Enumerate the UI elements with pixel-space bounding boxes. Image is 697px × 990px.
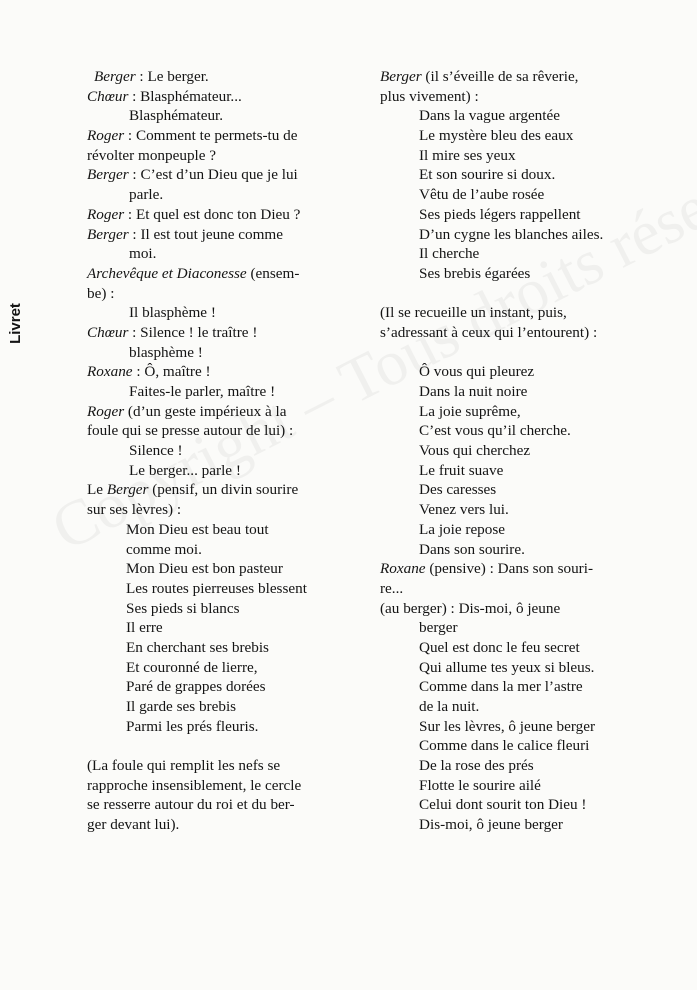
line-text: Ô vous qui pleurez: [419, 363, 535, 381]
character-name: Berger: [94, 68, 136, 85]
text-line: [87, 579, 369, 599]
line-text: Comme dans le calice fleuri: [419, 737, 590, 755]
stanza-gap: [380, 343, 680, 363]
line-text: : C’est d’un Dieu que je lui: [128, 166, 298, 184]
line-text: : Le berger.: [135, 68, 209, 85]
text-line: [87, 264, 369, 284]
text-line: [87, 323, 369, 343]
text-line: [87, 697, 369, 717]
line-text: La joie suprême,: [419, 402, 521, 420]
line-text: moi.: [129, 245, 157, 263]
line-text: ger devant lui).: [87, 816, 180, 834]
text-line: [380, 697, 680, 717]
line-text: (d’un geste impérieux à la: [124, 402, 287, 420]
text-line: [380, 441, 680, 461]
stanza-gap: [380, 284, 680, 304]
text-line: [87, 559, 369, 579]
text-line: [87, 244, 369, 264]
line-text: Il erre: [126, 619, 163, 637]
line-text: : Blasphémateur...: [128, 87, 242, 105]
text-line: [87, 441, 369, 461]
text-line: [380, 185, 680, 205]
text-line: [380, 205, 680, 225]
stanza-gap: [87, 736, 369, 756]
text-line: [87, 756, 369, 776]
text-line: [87, 638, 369, 658]
line-text: rapproche insensiblement, le cercle: [87, 776, 302, 794]
line-text: : Comment te permets-tu de: [124, 127, 298, 145]
line-text: : Et quel est donc ton Dieu ?: [124, 205, 301, 223]
line-text: foule qui se presse autour de lui) :: [87, 422, 294, 440]
character-name: Chœur: [87, 87, 129, 105]
line-text: Le berger... parle !: [129, 461, 241, 479]
line-text: Le mystère bleu des eaux: [419, 127, 574, 145]
line-text: Le: [87, 481, 107, 499]
line-text: Il cherche: [419, 245, 480, 263]
text-line: [87, 618, 369, 638]
character-name: Roger: [87, 402, 125, 420]
text-line: [380, 618, 680, 638]
line-text: De la rose des prés: [419, 757, 534, 775]
text-line: [87, 303, 369, 323]
line-text: Le fruit suave: [419, 461, 504, 479]
text-line: [380, 126, 680, 146]
line-text: Qui allume tes yeux si bleus.: [419, 658, 595, 676]
text-line: [87, 126, 369, 146]
character-name: Roger: [87, 127, 125, 145]
line-text: révolter monpeuple ?: [87, 146, 217, 164]
text-line: [380, 638, 680, 658]
line-text: Blasphémateur.: [129, 107, 224, 125]
text-line: [87, 480, 369, 500]
line-text: be) :: [87, 284, 115, 302]
line-text: Paré de grappes dorées: [126, 678, 266, 696]
line-text: (La foule qui remplit les nefs se: [87, 757, 281, 775]
line-text: Dans la nuit noire: [419, 383, 528, 400]
text-line: [87, 677, 369, 697]
text-line: [380, 559, 680, 579]
text-line: [380, 225, 680, 245]
text-line: [380, 303, 680, 323]
line-text: : Ô, maître !: [132, 363, 211, 381]
line-text: berger: [419, 619, 458, 637]
line-text: Il blasphème !: [129, 304, 216, 322]
text-line: [380, 658, 680, 678]
line-text: En cherchant ses brebis: [126, 638, 269, 656]
line-text: Il garde ses brebis: [126, 698, 237, 715]
character-name: Roxane: [380, 560, 426, 578]
text-line: [380, 736, 680, 756]
text-line: [380, 264, 680, 284]
line-text: Dis-moi, ô jeune berger: [419, 816, 563, 834]
character-name: Chœur: [87, 323, 129, 341]
line-text: blasphème !: [129, 343, 203, 361]
line-text: Venez vers lui.: [419, 501, 509, 519]
text-line: [380, 87, 680, 107]
line-text: Les routes pierreuses blessent: [126, 579, 307, 597]
character-name: Berger: [87, 225, 129, 243]
text-line: [87, 165, 369, 185]
line-text: comme moi.: [126, 540, 202, 558]
line-text: (pensive) : Dans son souri-: [425, 560, 594, 578]
text-line: [380, 677, 680, 697]
text-line: [87, 520, 369, 540]
text-line: [380, 599, 680, 619]
line-text: Dans la vague argentée: [419, 107, 560, 125]
line-text: La joie repose: [419, 520, 506, 538]
line-text: Ses brebis égarées: [419, 264, 531, 282]
text-line: [87, 421, 369, 441]
text-line: [87, 599, 369, 619]
line-text: Vêtu de l’aube rosée: [419, 186, 545, 204]
line-text: re...: [380, 579, 404, 597]
text-line: [87, 717, 369, 737]
line-text: (ensem-: [246, 264, 300, 282]
line-text: Silence !: [129, 442, 183, 460]
text-line: [87, 146, 369, 166]
line-text: Quel est donc le feu secret: [419, 638, 580, 656]
line-text: Sur les lèvres, ô jeune berger: [419, 717, 596, 735]
text-line: [380, 776, 680, 796]
line-text: Des caresses: [419, 481, 497, 499]
text-line: [380, 579, 680, 599]
text-line: [380, 382, 680, 402]
text-line: [380, 362, 680, 382]
text-line: [87, 343, 369, 363]
text-line: [380, 520, 680, 540]
text-line: [380, 540, 680, 560]
text-line: [380, 500, 680, 520]
line-text: s’adressant à ceux qui l’entourent) :: [380, 323, 598, 341]
text-line: [380, 795, 680, 815]
line-text: Celui dont sourit ton Dieu !: [419, 796, 587, 814]
line-text: Mon Dieu est bon pasteur: [126, 560, 283, 578]
text-line: [87, 382, 369, 402]
character-name: Roxane: [87, 363, 133, 381]
line-text: Vous qui cherchez: [419, 442, 531, 460]
text-line: [87, 185, 369, 205]
text-line: [380, 244, 680, 264]
text-line: [87, 540, 369, 560]
text-line: [87, 815, 369, 835]
text-line: [380, 323, 680, 343]
line-text: Dans son sourire.: [419, 540, 525, 558]
text-line: [87, 284, 369, 304]
line-text: Ses pieds légers rappellent: [419, 205, 581, 223]
character-name: Roger: [87, 205, 125, 223]
text-line: [380, 461, 680, 481]
line-text: Mon Dieu est beau tout: [126, 520, 269, 538]
character-name: Berger: [87, 166, 129, 184]
line-text: (au berger) : Dis-moi, ô jeune: [380, 599, 561, 617]
line-text: D’un cygne les blanches ailes.: [419, 225, 604, 243]
line-text: Faites-le parler, maître !: [129, 383, 276, 400]
line-text: (pensif, un divin sourire: [148, 481, 299, 499]
text-line: [87, 205, 369, 225]
line-text: se resserre autour du roi et du ber-: [87, 796, 295, 814]
text-line: [380, 717, 680, 737]
line-text: parle.: [129, 186, 164, 204]
text-line: [380, 106, 680, 126]
text-line: [87, 795, 369, 815]
text-line: [380, 165, 680, 185]
line-text: Il mire ses yeux: [419, 146, 516, 164]
right-column: [380, 67, 680, 835]
text-line: [380, 67, 680, 87]
text-line: [87, 87, 369, 107]
line-text: Comme dans la mer l’astre: [419, 678, 583, 696]
text-line: [380, 421, 680, 441]
line-text: sur ses lèvres) :: [87, 501, 182, 519]
line-text: Ses pieds si blancs: [126, 599, 240, 617]
line-text: : Il est tout jeune comme: [128, 225, 283, 243]
text-line: [380, 815, 680, 835]
text-line: [87, 225, 369, 245]
side-tab-label: Livret: [6, 302, 24, 344]
line-text: Et couronné de lierre,: [126, 658, 258, 676]
character-name: Berger: [380, 68, 422, 85]
line-text: (Il se recueille un instant, puis,: [380, 304, 567, 322]
line-text: Et son sourire si doux.: [419, 166, 556, 184]
line-text: Flotte le sourire ailé: [419, 776, 541, 794]
text-line: [380, 756, 680, 776]
line-text: Parmi les prés fleuris.: [126, 717, 259, 735]
text-line: [87, 658, 369, 678]
line-text: plus vivement) :: [380, 87, 479, 105]
text-line: [87, 500, 369, 520]
text-line: [87, 776, 369, 796]
text-line: [87, 106, 369, 126]
line-text: de la nuit.: [419, 698, 480, 715]
text-line: [380, 480, 680, 500]
character-name: Berger: [106, 481, 149, 499]
line-text: C’est vous qu’il cherche.: [419, 422, 571, 440]
text-line: [87, 461, 369, 481]
text-line: [87, 67, 369, 87]
line-text: (il s’éveille de sa rêverie,: [421, 68, 579, 85]
text-line: [380, 146, 680, 166]
text-line: [380, 402, 680, 422]
side-tab-livret: [4, 298, 26, 348]
line-text: : Silence ! le traître !: [128, 323, 258, 341]
left-column: [87, 67, 369, 835]
text-line: [87, 362, 369, 382]
character-name: Archevêque et Diaconesse: [87, 264, 247, 282]
text-line: [87, 402, 369, 422]
